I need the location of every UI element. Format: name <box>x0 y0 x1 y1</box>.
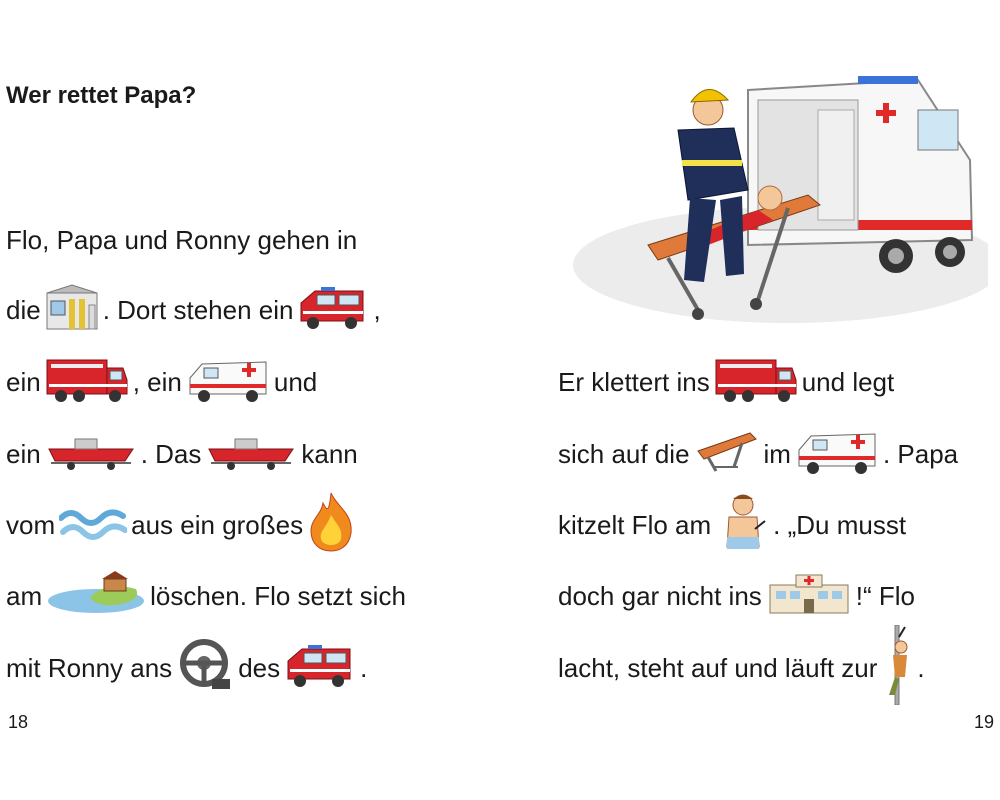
text-segment: am <box>6 580 43 611</box>
text-line-9 <box>558 424 958 484</box>
stretcher-icon <box>694 427 760 482</box>
page-number-left: 18 <box>8 712 29 732</box>
page-title: Wer rettet Papa? <box>6 82 197 109</box>
text-segment: . „Du musst <box>773 509 907 540</box>
text-segment: Er klettert ins <box>558 366 710 397</box>
text-line-3 <box>6 352 317 412</box>
fire-truck-icon <box>45 354 129 411</box>
text-segment: vom <box>6 509 56 540</box>
text-segment: mit Ronny ans <box>6 652 173 683</box>
text-segment: sich auf die <box>558 438 690 469</box>
text-line-5 <box>6 495 359 555</box>
text-segment: und legt <box>801 366 895 397</box>
text-segment: aus ein großes <box>131 509 304 540</box>
page-number-right: 19 <box>974 712 995 732</box>
fire-car-icon <box>284 641 356 696</box>
text-segment: . <box>360 652 368 683</box>
belly-icon <box>715 493 769 558</box>
text-line-1 <box>6 210 357 270</box>
text-line-12 <box>558 638 925 698</box>
ambulance-icon <box>186 354 270 411</box>
ambulance-rescue-illustration <box>558 70 988 332</box>
text-segment: , <box>373 294 381 325</box>
text-segment: ein <box>6 366 41 397</box>
text-segment: des <box>238 652 281 683</box>
text-segment: . Das <box>140 438 202 469</box>
fire-icon <box>307 491 355 560</box>
water-icon <box>59 504 127 547</box>
ambulance-icon <box>795 426 879 483</box>
fire-station-icon <box>45 283 99 338</box>
text-line-8 <box>558 352 894 412</box>
text-segment: ein <box>6 438 41 469</box>
text-segment: . Papa <box>882 438 959 469</box>
text-line-11 <box>558 566 915 626</box>
boat-icon <box>205 431 297 478</box>
text-line-6 <box>6 566 406 626</box>
text-segment: . Dort stehen ein <box>102 294 294 325</box>
text-segment: . <box>917 652 925 683</box>
text-line-10 <box>558 495 906 555</box>
text-segment: und <box>273 366 318 397</box>
text-line-4 <box>6 424 358 484</box>
text-segment: !“ Flo <box>855 580 916 611</box>
text-segment: Flo, Papa und Ronny gehen in <box>6 224 358 255</box>
hospital-icon <box>766 571 852 622</box>
text-segment: löschen. Flo setzt sich <box>150 580 406 611</box>
text-segment: lacht, steht auf und läuft zur <box>558 652 878 683</box>
steering-wheel-icon <box>176 639 234 698</box>
text-segment: doch gar nicht ins <box>558 580 762 611</box>
text-segment: kann <box>301 438 358 469</box>
fire-truck-icon <box>714 354 798 411</box>
boat-icon <box>45 431 137 478</box>
text-segment: im <box>763 438 791 469</box>
text-line-7 <box>6 638 367 698</box>
text-line-2 <box>6 280 381 340</box>
lake-icon <box>46 571 146 622</box>
text-segment: kitzelt Flo am <box>558 509 712 540</box>
pole-icon <box>881 625 913 712</box>
fire-car-icon <box>297 283 369 338</box>
text-segment: die <box>6 294 41 325</box>
text-segment: , ein <box>132 366 182 397</box>
